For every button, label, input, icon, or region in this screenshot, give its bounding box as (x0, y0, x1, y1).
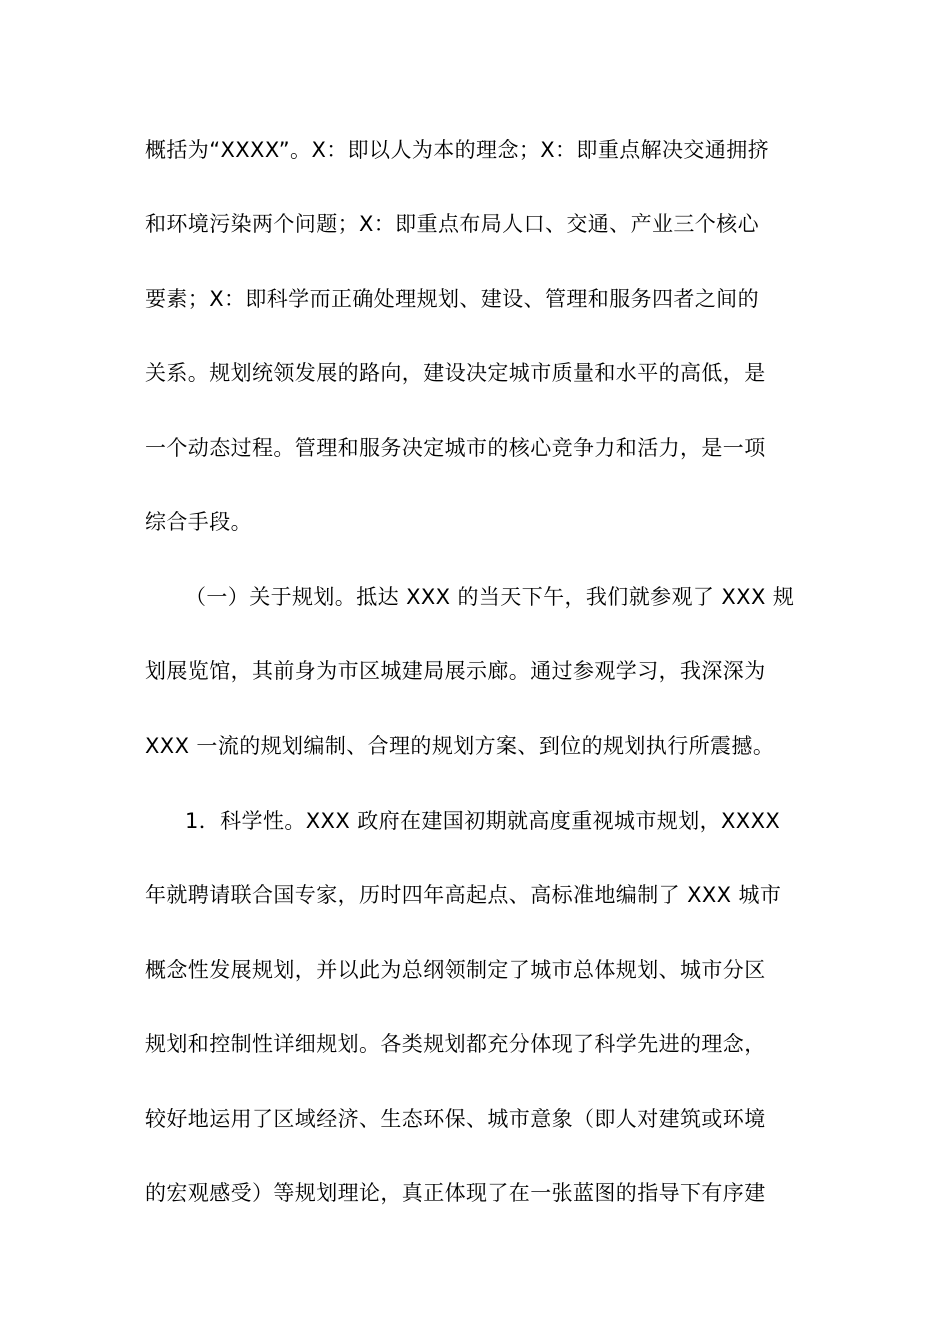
text-line: 较好地运用了区域经济、生态环保、城市意象（即人对建筑或环境 (145, 1107, 766, 1131)
text-line: XXX 一流的规划编制、合理的规划方案、到位的规划执行所震撼。 (145, 734, 775, 758)
text-line: 规划和控制性详细规划。各类规划都充分体现了科学先进的理念， (145, 1032, 766, 1056)
text-line: 的宏观感受）等规划理论，真正体现了在一张蓝图的指导下有序建 (145, 1181, 766, 1205)
text-line: 一个动态过程。管理和服务决定城市的核心竞争力和活力，是一项 (145, 436, 766, 460)
text-line: 年就聘请联合国专家，历时四年高起点、高标准地编制了 XXX 城市 (145, 883, 782, 907)
text-line: 要素；X：即科学而正确处理规划、建设、管理和服务四者之间的 (145, 287, 759, 311)
section-heading-line: （一）关于规划。抵达 XXX 的当天下午，我们就参观了 XXX 规 (185, 585, 795, 609)
text-line: 划展览馆，其前身为市区城建局展示廊。通过参观学习，我深深为 (145, 659, 766, 683)
subsection-heading-line: 1．科学性。XXX 政府在建国初期就高度重视城市规划，XXXX (185, 809, 781, 833)
text-line: 概括为“XXXX”。X：即以人为本的理念；X：即重点解决交通拥挤 (145, 138, 770, 162)
text-line: 概念性发展规划，并以此为总纲领制定了城市总体规划、城市分区 (145, 958, 766, 982)
text-line: 关系。规划统领发展的路向，建设决定城市质量和水平的高低，是 (145, 361, 766, 385)
text-line: 综合手段。 (145, 510, 252, 534)
text-line: 和环境污染两个问题；X：即重点布局人口、交通、产业三个核心 (145, 212, 759, 236)
